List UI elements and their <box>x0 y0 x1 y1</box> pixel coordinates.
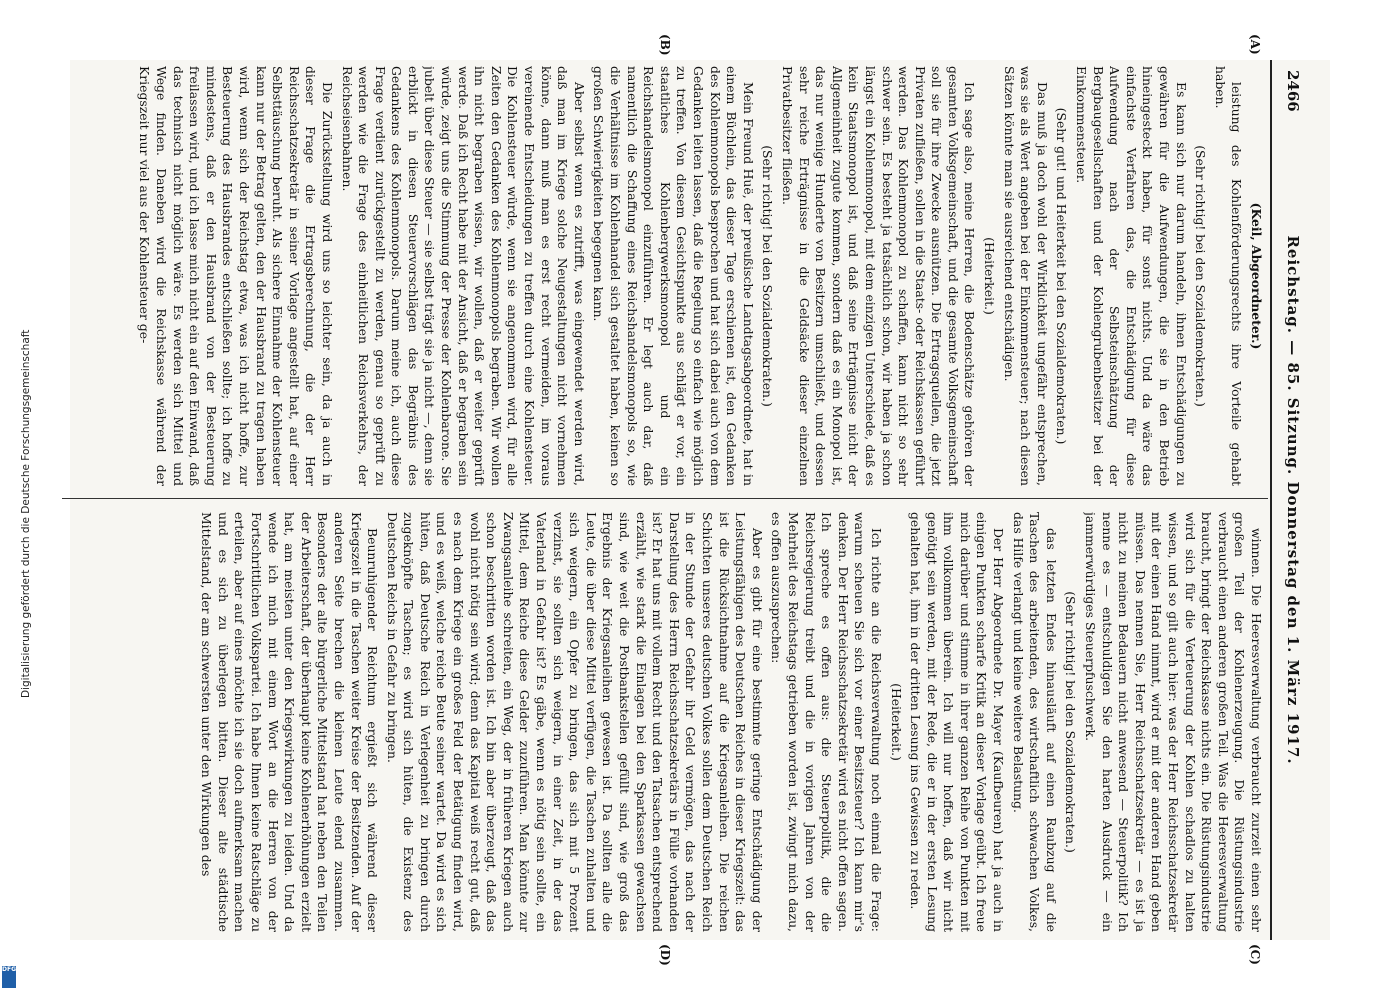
right-column <box>64 512 1264 932</box>
paragraph: winnen. Die Heeresverwaltung verbraucht zurzeit einen sehr großen Teil der Kohlenerzeugung. Die Rüstungsindustrie verbraucht einen anderen großen Teil. Was die Heeresverwaltung braucht, bringt der Reichskasse nichts ein. Die Rüstungsindustrie wird sich für die Verteuerung der Kohlen schadlos zu halten wissen, und so gilt auch hier: was der Herr Reichsschatzsekretär mit der einen Hand nimmt, wird er mit der anderen Hand geben müssen. Das nennen Sie, Herr Reichsschatzsekretär — es ist ja nicht zu meinen Bedauern nicht anwesend — Steuerpolitik? Ich nenne es — entschuldigen Sie den harten Ausdruck — ein jammerwürdiges Steuerpfuschwerk. <box>1083 512 1264 932</box>
dfg-logo-icon: DFG <box>2 966 16 988</box>
margin-marker-d: (D) <box>658 944 672 966</box>
margin-marker-a: (A) <box>1248 34 1262 55</box>
paragraph: Mein Freund Huë, der preußische Landtagsabgeordnete, hat in einem Büchlein, das dieser Tage erschienen ist, den Gedanken des Kohlenmonopols besprochen und hat sich dabei auch von dem Gedanken leiten lassen, daß die Regelung so einfach wie möglich zu treffen. Von diesem Gesichtspunkte aus schlägt er vor, ein staatliches Kohlenbergwerksmonopol und ein Reichshandelsmonopol einzuführen. Er legt auch dar, daß namentlich die Schaffung eines Reichshandelsmonopols so, wie die Verhältnisse im Kohlenhandel sich gestaltet haben, keinen so großen Schwierigkeiten begegnen kann. <box>591 66 756 486</box>
stamp-text: Digitalisierung gefördert durch die Deutsche Forschungsgemeinschaft <box>20 329 32 698</box>
left-column <box>64 66 1264 486</box>
paragraph: Die Zurückstellung wird uns so leichter sein, da ja auch in dieser Frage die Ertragsberechnung, die der Herr Reichsschatzsekretär in seiner Vorlage angestellt hat, auf einer Selbsttäuschung beruht. Als sichere Einnahme der Kohlensteuer kann nur der Betrag gelten, den der Hausbrand zu tragen haben wird, wenn sich der Reichstag etwa, was ich nicht hoffe, zur Besteuerung des Hausbrandes entschließen sollte; ich hoffe zu mindestens, daß er den Hausbrand von der Besteuerung freilassen wird, und ich lasse mich nicht ein auf den Einwand, daß das technisch nicht möglich wäre. Es werden sich Mittel und Wege finden. Daneben wird die Reichskasse während der Kriegszeit nur viel aus der Kohlensteuer ge- <box>137 66 335 486</box>
page-header <box>1270 60 1312 940</box>
interjection: (Sehr gut! und Heiterkeit bei den Sozialdemokraten.) <box>1054 107 1070 445</box>
interjection: (Sehr richtig! bei den Sozialdemokraten.) <box>1193 145 1209 407</box>
interjection: (Heiterkeit.) <box>888 683 904 761</box>
speaker-label: (Keil, Abgeordneter.) <box>1249 202 1264 350</box>
paragraph: Der Herr Abgeordnete Dr. Mayer (Kaufbeuren) hat ja auch in einigen Punkten scharfe Kritik an dieser Vorlage geübt. Ich freue mich darüber und stimme in ihrer ganzen Reihe von Punkten mit ihm vollkommen überein. Ich will nur hoffen, daß wir nicht genötigt sein werden, mit der Rede, die er in der ersten Lesung gehalten hat, ihm in der dritten Lesung ins Gewissen zu reden. <box>908 512 1007 932</box>
margin-marker-c: (C) <box>1248 944 1262 965</box>
paragraph: leistung des Kohlenförderungsrechts ihre Vorteile gehabt haben. <box>1212 66 1245 486</box>
paragraph: Es kann sich nur darum handeln, ihnen Entschädigungen zu gewähren für die Aufwendungen, die sie in den Betrieb hineingesteckt haben, für sonst nichts. Und da wäre das einfachste Verfahren das, die Entschädigung für diese Aufwendung nach der Selbsteinschätzung der Bergbaugesellschaften und der Kohlengrubenbesitzer bei der Einkommensteuer. <box>1074 66 1189 486</box>
page-title: Reichstag. — 85. Sitzung. Donnerstag den 1. März 1917. <box>1284 235 1302 765</box>
rotated-newspaper-page <box>52 34 1312 966</box>
interjection: (Sehr richtig! bei den Sozialdemokraten.) <box>1063 591 1079 853</box>
interjection: (Heiterkeit.) <box>982 237 998 315</box>
interjection: (Sehr richtig! bei den Sozialdemokraten.) <box>760 145 776 407</box>
paragraph: Aber es gibt für eine bestimmte geringe Entschädigung der Leistungsfähigen des Deutschen Reiches in dieser Kriegszeit: das ist die Rücksichtnahme auf die Kriegsanleihen. Die reichen Schichten unseres deutschen Volkes sollen dem Deutschen Reich in der Stunde der Gefahr ihr Geld vermögen, das nach der Darstellung des Herrn Reichsschatzsekretärs in Fülle vorhanden ist? Er hat uns mit vollem Recht und den Tatsachen entsprechend erzählt, wie stark die Einlagen bei den Sparkassen gewachsen sind, wie weit die Postbankstellen gefüllt sind, wie groß das Ergebnis der Kriegsanleihen gewesen ist. Da sollten alle die Leute, die über diese Mittel verfügen, die Taschen zuhalten und sich weigern, ein Opfer zu bringen, das sich mit 5 Prozent verzinst, sie sollten sich weigern, in einer Zeit, in der das Vaterland in Gefahr ist? Es gäbe, wenn es nötig sein sollte, ein Mittel, dem Reiche diese Gelder zuzuführen. Man könnte zur Zwangsanleihe schreiten, ein Weg, der in früheren Kriegen auch schon beschritten worden ist. Ich bin aber überzeugt, daß das wohl nicht nötig sein wird; denn das Kapital weiß recht gut, daß es nach dem Kriege ein großes Feld der Betätigung finden wird, und es weiß, welche reiche Beute seiner wartet. Da wird es sich hüten, daß Deutsche Reich in Verlegenheit zu bringen durch zugeknöpfte Taschen; es wird sich hüten, die Existenz des Deutschen Reichs in Gefahr zu bringen. <box>384 512 765 932</box>
page-number: 2466 <box>1284 70 1302 112</box>
paragraph: Ich richte an die Reichsverwaltung noch einmal die Frage: warum scheuen Sie sich vor einer Besitzsteuer? Ich kann mir's denken. Der Herr Reichsschatzsekretär wird es nicht offen sagen. Ich spreche es offen aus: die Steuerpolitik, die die Reichsregierung treibt und die in vorigen Jahren von der Mehrheit des Reichstags getrieben worden ist, zwingt mich dazu, es offen auszusprechen: <box>769 512 884 932</box>
column-divider <box>62 498 1268 499</box>
paragraph: Aber selbst wenn es zutrifft, was eingewendet werden wird, daß man im Kriege solche Neugestaltungen nicht vornehmen könne, dann muß man es erst recht vermeiden, im voraus vereinende Entscheidungen zu treffen durch eine Kohlensteuer. Die Kohlensteuer würde, wenn sie angenommen wird, für alle Zeiten den Gedanken des Kohlenmonopols begraben. Wir wollen ihn nicht begraben wissen, wir wollen, daß er weiter geprüft werde. Daß ich Recht habe mit der Ansicht, daß er begraben sein würde, zeigt uns die Stimmung der Presse der Kohlenbarone. Sie jubelt über diese Steuer — sie selbst trägt sie ja nicht —, denn sie erblickt in diesen Steuervorschlägen das Begräbnis des Gedankens des Kohlenmonopols. Darum meine ich, auch diese Frage verdient zurückgestellt zu werden, genau so geprüft zu werden wie die Frage des einheitlichen Reichsverkehrs, der Reichseisenbahnen. <box>339 66 587 486</box>
paragraph: Ich sage also, meine Herren, die Bodenschätze gehören der gesamten Volksgemeinschaft, und die gesamte Volksgemeinschaft soll sie für ihre Zwecke ausnützen. Die Ertragsquellen, die jetzt Privaten zufließen, sollen in die Staats- oder Reichskassen geführt werden. Das Kohlenmonopol zu schaffen, kann nicht so sehr schwer sein. Es besteht ja tatsächlich schon, wir haben ja schon längst ein Kohlenmonopol, mit dem einzigen Unterschiede, daß es kein Staatsmonopol ist, und daß seine Erträgnisse nicht der Allgemeinheit zugute kommen, sondern daß es ein Monopol ist, das nur wenige Hunderte von Besitzern umschließt, und dessen sehr reiche Erträgnisse in die Geldsäcke dieser einzelnen Privatbesitzer fließen. <box>779 66 978 486</box>
paragraph: Beunruhigender Reichtum ergießt sich während dieser Kriegszeit in die Taschen weiter Kreise der Besitzenden. Auf der anderen Seite brechen die kleinen Leute elend zusammen. Besonders der alte bürgerliche Mittelstand hat neben den Teilen der Arbeiterschaft, der überhaupt keine Kohlenerhöhungen erzielt hat, am meisten unter den Kriegswirkungen zu leiden. Und da wende ich mich mit einem Wort an die Herren von der Fortschrittlichen Volkspartei. Ich habe Ihnen keine Ratschläge zu erteilen, aber auf eines möchte ich sie doch aufmerksam machen und es sich zu überlegen bitten. Dieser alte städtische Mittelstand, der am schwersten unter den Wirkungen des <box>199 512 381 932</box>
digitization-stamp <box>6 78 32 998</box>
margin-marker-b: (B) <box>658 34 672 56</box>
paragraph: das letzten Endes hinausläuft auf einen Raubzug auf die Taschen des arbeitenden, des wirtschaftlich schwachen Volkes, das Hilfe verlangt und keine weitere Belastung. <box>1010 512 1059 932</box>
paragraph: Das muß ja doch wohl der Wirklichkeit ungefähr entsprechen, was sie als Wert angeben bei der Einkommensteuer; nach diesen Sätzen könnte man sie ausreichend entschädigen. <box>1001 66 1050 486</box>
